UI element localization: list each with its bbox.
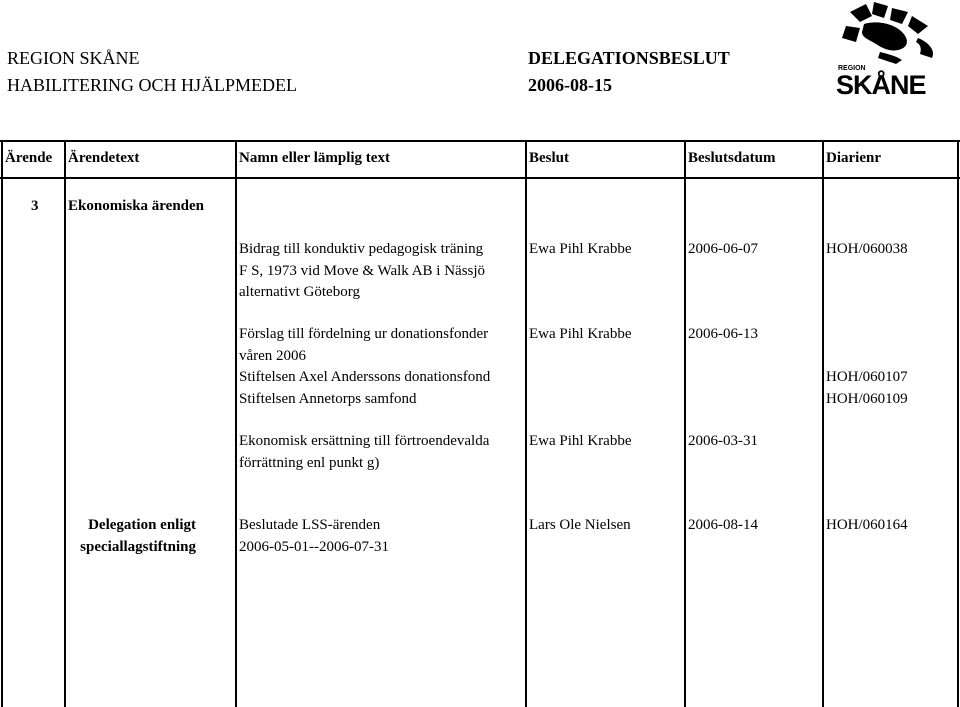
- column-header-beslut: Beslut: [529, 150, 570, 166]
- table-header-divider: [0, 177, 960, 179]
- table-cell-datum: 2006-03-31: [688, 433, 758, 449]
- column-divider: [64, 140, 66, 707]
- org-department: HABILITERING OCH HJÄLPMEDEL: [7, 75, 297, 95]
- section-number: 3: [31, 198, 39, 214]
- table-row-text: Förslag till fördelning ur donationsfonder våren 2006 Stiftelsen Axel Anderssons donationsfond Stiftelsen Annetorps samfond: [239, 326, 491, 407]
- column-divider: [235, 140, 237, 707]
- table-row-text: Bidrag till konduktiv pedagogisk träning F S, 1973 vid Move & Walk AB i Nässjö alternativt Göteborg: [239, 241, 486, 300]
- table-cell-diarienr: HOH/060107 HOH/060109: [826, 369, 908, 407]
- logo-skane-text: SKÅNE: [836, 70, 926, 100]
- column-divider: [1, 140, 3, 707]
- delegation-text: Beslutade LSS-ärenden 2006-05-01--2006-07-31: [239, 517, 389, 555]
- org-name: REGION SKÅNE: [7, 48, 140, 68]
- delegation-beslut: Lars Ole Nielsen: [529, 517, 631, 533]
- table-cell-datum: 2006-06-07: [688, 241, 758, 257]
- column-header-arendetext: Ärendetext: [68, 150, 140, 166]
- column-divider: [684, 140, 686, 707]
- column-header-arende: Ärende: [5, 150, 53, 166]
- region-skane-logo: [832, 2, 944, 98]
- column-header-beslutsdatum: Beslutsdatum: [688, 150, 776, 166]
- delegation-datum: 2006-08-14: [688, 517, 758, 533]
- column-header-namn: Namn eller lämplig text: [239, 150, 390, 166]
- delegation-diarienr: HOH/060164: [826, 517, 908, 533]
- table-top-border: [0, 140, 960, 142]
- table-cell-beslut: Ewa Pihl Krabbe: [529, 326, 632, 342]
- document-date: 2006-08-15: [528, 75, 612, 95]
- table-cell-datum: 2006-06-13: [688, 326, 758, 342]
- logo-region-text: REGION: [838, 65, 866, 72]
- column-header-diarienr: Diarienr: [826, 150, 881, 166]
- delegation-label: Delegation enligt speciallagstiftning: [80, 517, 196, 555]
- table-cell-beslut: Ewa Pihl Krabbe: [529, 241, 632, 257]
- column-divider: [525, 140, 527, 707]
- column-divider: [957, 140, 959, 707]
- column-divider: [822, 140, 824, 707]
- table-cell-diarienr: HOH/060038: [826, 241, 908, 257]
- table-row-text: Ekonomisk ersättning till förtroendevalda förrättning enl punkt g): [239, 433, 490, 471]
- document-title: DELEGATIONSBESLUT: [528, 48, 730, 68]
- section-title: Ekonomiska ärenden: [68, 198, 205, 214]
- table-cell-beslut: Ewa Pihl Krabbe: [529, 433, 632, 449]
